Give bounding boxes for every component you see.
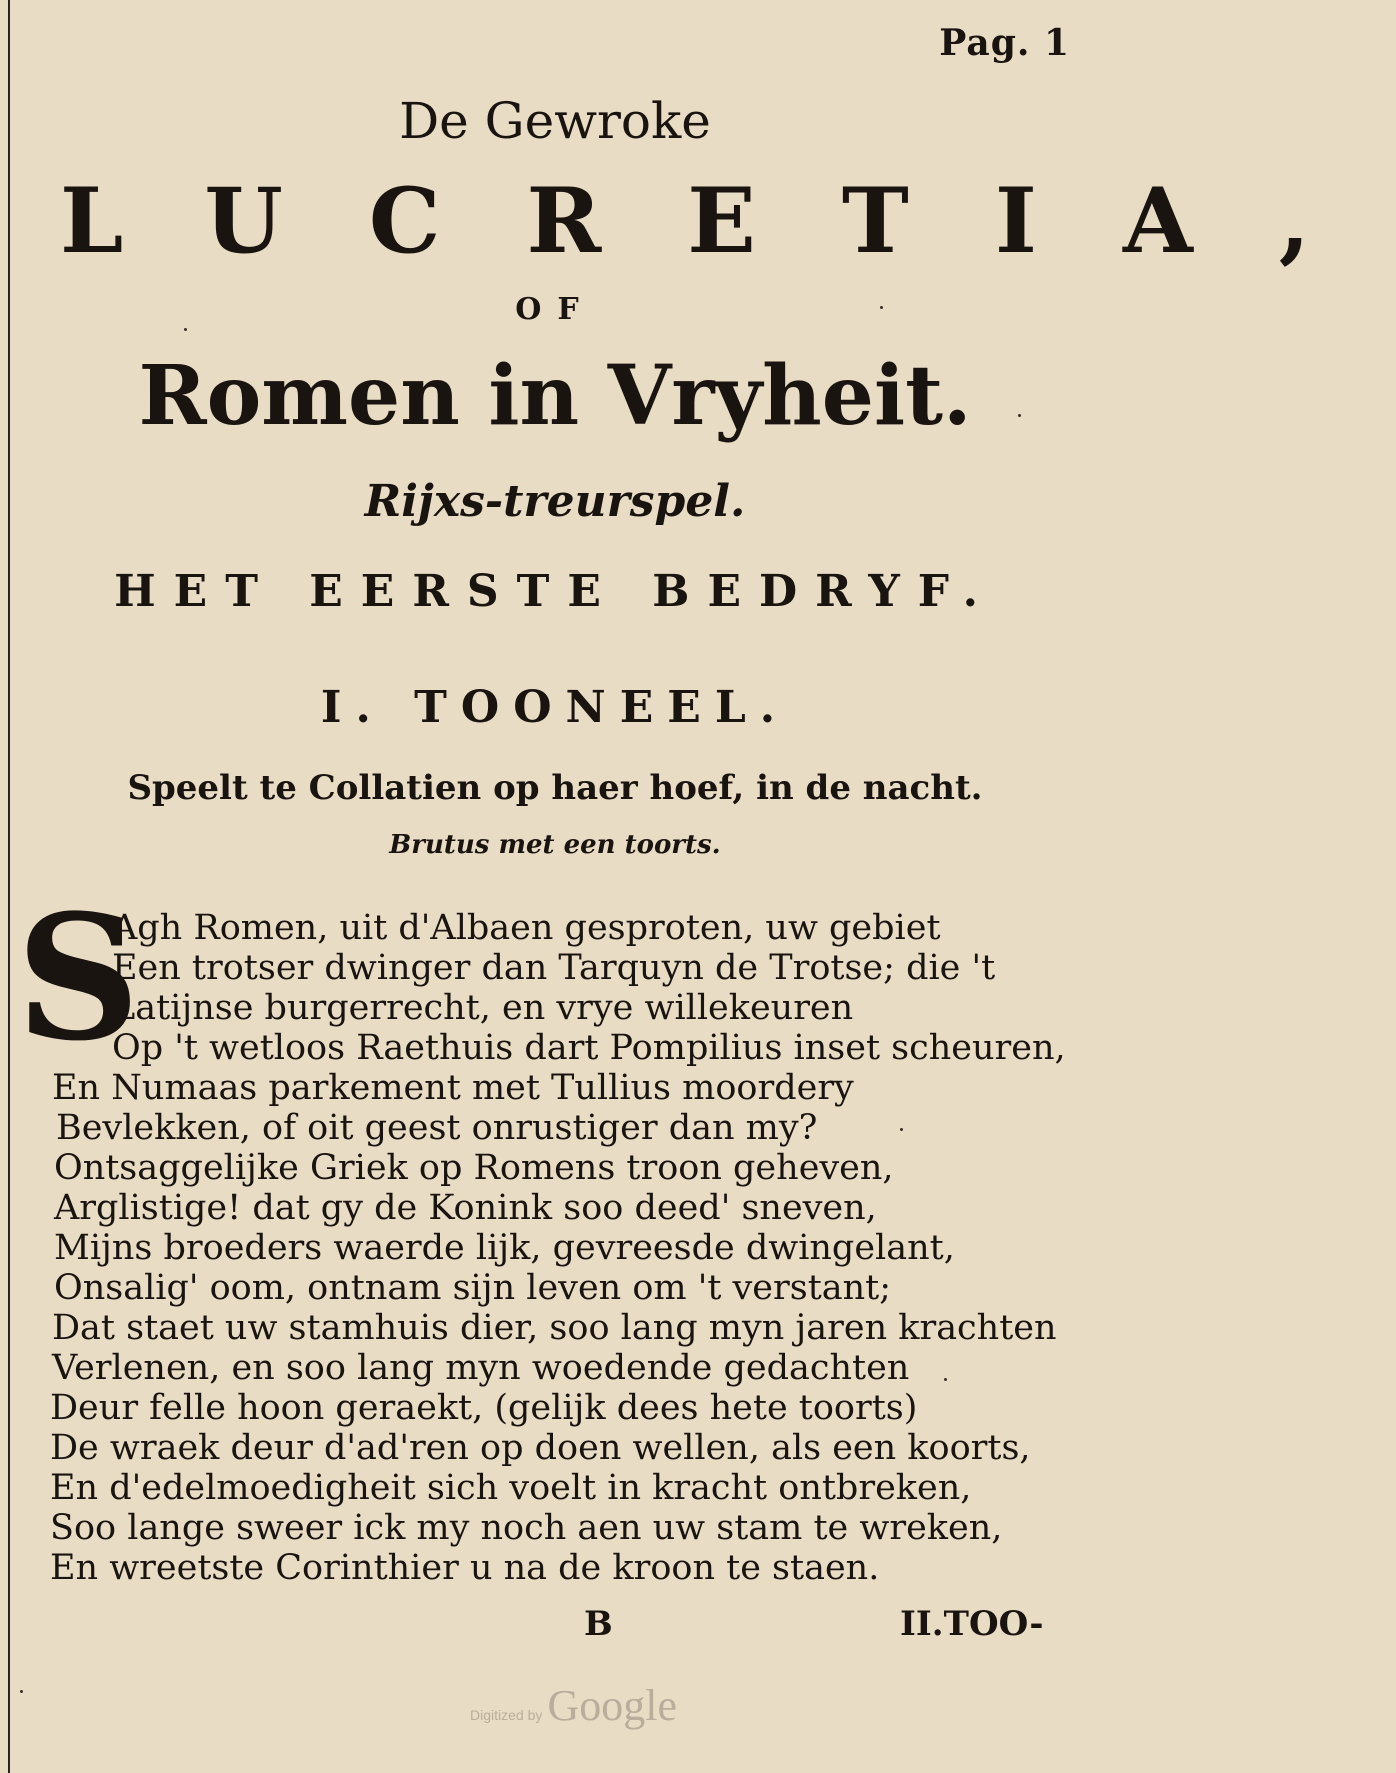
stage-setting: Speelt te Collatien op haer hoef, in de nacht. bbox=[127, 768, 983, 808]
title-line-2: LUCRETIA, bbox=[60, 168, 1396, 274]
verse-line: En wreetste Corinthier u na de kroon te staen. bbox=[50, 1548, 880, 1588]
digitized-watermark bbox=[470, 1680, 677, 1731]
verse-line: Onsalig' oom, ontnam sijn leven om 't verstant; bbox=[54, 1268, 892, 1308]
verse-line: En Numaas parkement met Tullius moordery bbox=[52, 1068, 854, 1108]
ink-speck bbox=[20, 1690, 23, 1693]
verse-line: Soo lange sweer ick my noch aen uw stam te wreken, bbox=[50, 1508, 1003, 1548]
drop-cap: S bbox=[16, 876, 141, 1079]
watermark-logo-text: Google bbox=[547, 1681, 677, 1730]
verse-line: De wraek deur d'ad'ren op doen wellen, als een koorts, bbox=[50, 1428, 1031, 1468]
ink-speck bbox=[880, 306, 883, 309]
catchword: II.TOO- bbox=[900, 1604, 1044, 1644]
verse-line: Latijnse burgerrecht, en vrye willekeuren bbox=[112, 988, 854, 1028]
signature-mark: B bbox=[584, 1604, 613, 1644]
verse-line: Verlenen, en soo lang myn woedende gedachten bbox=[52, 1348, 910, 1388]
ink-speck bbox=[944, 1378, 947, 1381]
verse-line: Deur felle hoon geraekt, (gelijk dees hete toorts) bbox=[50, 1388, 918, 1428]
genre-subtitle: Rijxs-treurspel. bbox=[364, 476, 746, 527]
title-line-4: Romen in Vryheit. bbox=[138, 348, 972, 444]
scene-heading: I. TOONEEL. bbox=[320, 682, 790, 733]
verse-line: Agh Romen, uit d'Albaen gesproten, uw gebiet bbox=[112, 908, 941, 948]
verse-line: Mijns broeders waerde lijk, gevreesde dwingelant, bbox=[54, 1228, 955, 1268]
verse-line: Dat staet uw stamhuis dier, soo lang myn jaren krachten bbox=[52, 1308, 1057, 1348]
speaker-direction: Brutus met een toorts. bbox=[389, 830, 721, 860]
act-heading: HET EERSTE BEDRYF. bbox=[114, 566, 996, 617]
watermark-small-text: Digitized by bbox=[470, 1707, 543, 1723]
title-line-3: OF bbox=[515, 292, 595, 327]
verse-line: Een trotser dwinger dan Tarquyn de Trotse; die 't bbox=[112, 948, 996, 988]
verse-line: Arglistige! dat gy de Konink soo deed' sneven, bbox=[54, 1188, 877, 1228]
ink-speck bbox=[900, 1128, 903, 1131]
verse-line: En d'edelmoedigheit sich voelt in kracht ontbreken, bbox=[50, 1468, 972, 1508]
page-number: Pag. 1 bbox=[939, 22, 1070, 64]
ink-speck bbox=[1018, 414, 1021, 417]
verse-line: Ontsaggelijke Griek op Romens troon geheven, bbox=[54, 1148, 894, 1188]
ink-speck bbox=[184, 328, 187, 331]
verse-line: Bevlekken, of oit geest onrustiger dan my? bbox=[56, 1108, 818, 1148]
verse-line: Op 't wetloos Raethuis dart Pompilius inset scheuren, bbox=[112, 1028, 1066, 1068]
title-line-1: De Gewroke bbox=[399, 92, 711, 150]
